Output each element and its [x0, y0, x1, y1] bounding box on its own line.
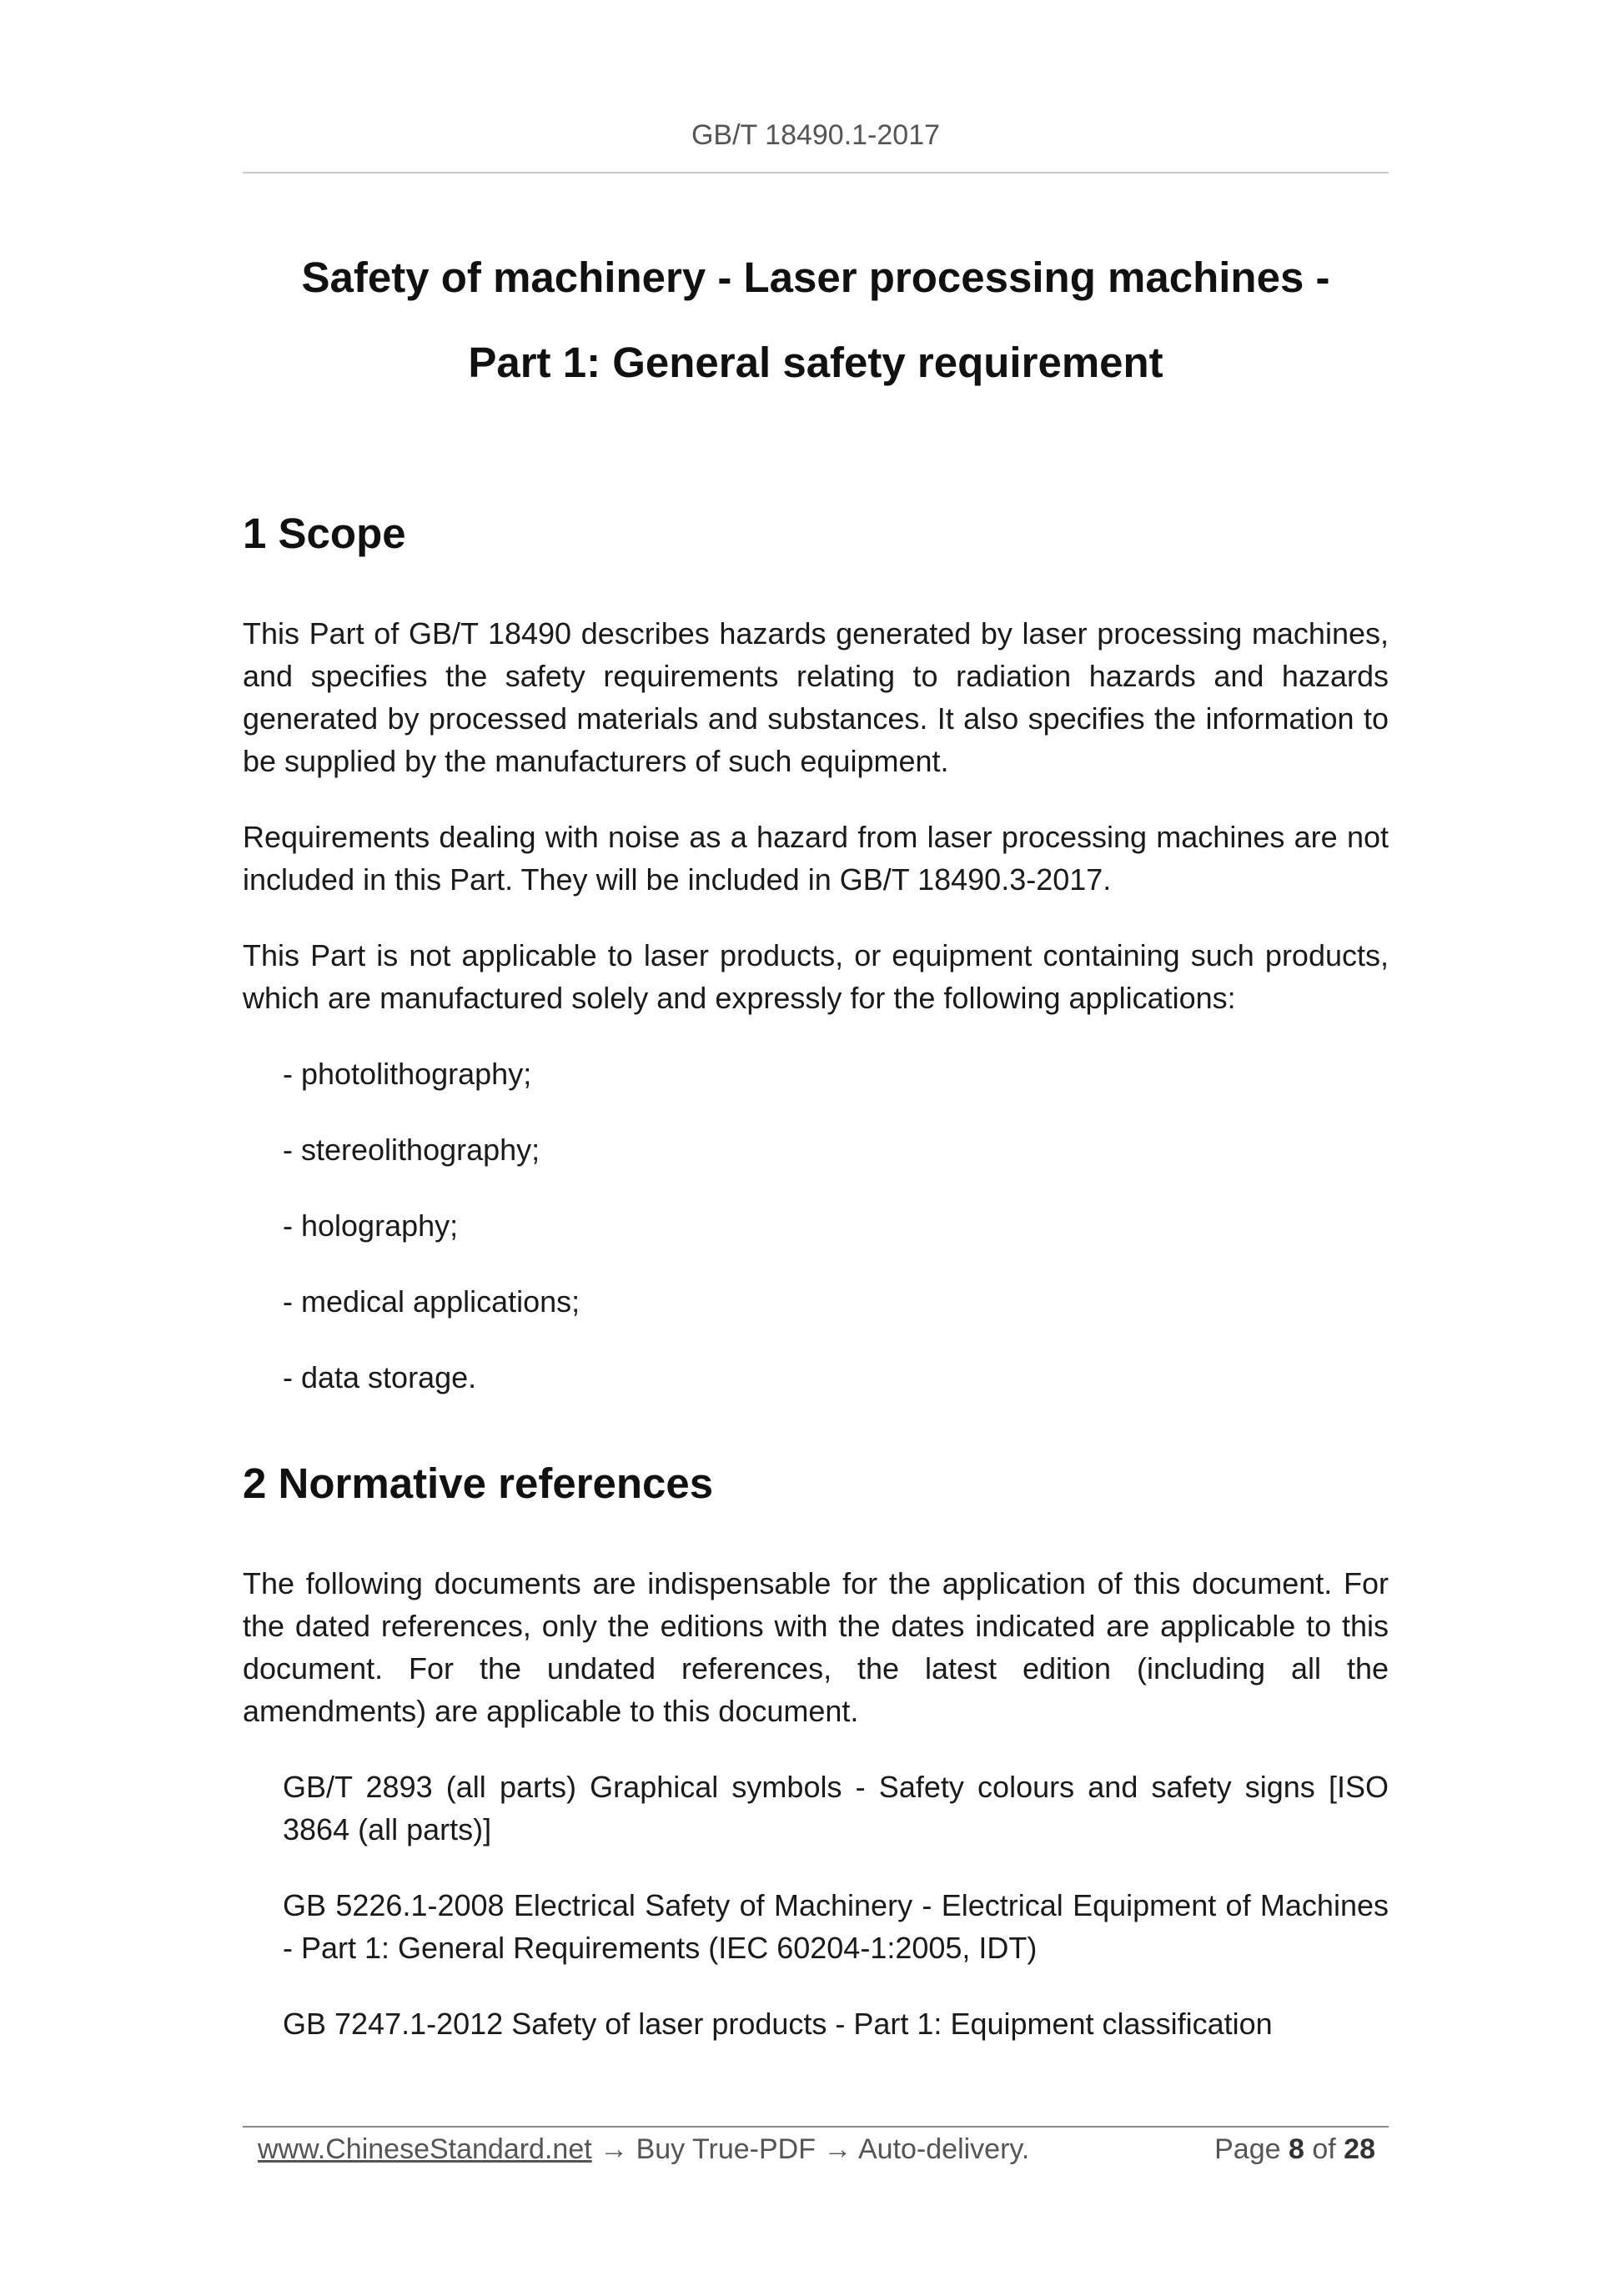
running-header-code: GB/T 18490.1-2017: [691, 119, 941, 151]
footer-promo-text: → Buy True-PDF → Auto-delivery.: [591, 2133, 1030, 2165]
scope-paragraph: Requirements dealing with noise as a hazard from laser processing machines are not included in this Part. They will be included in GB/T 18490.3-2017.: [243, 820, 1389, 897]
footer-divider: [243, 2126, 1389, 2128]
list-item: - data storage.: [283, 1360, 477, 1394]
of-label: of: [1312, 2133, 1336, 2165]
page-indicator: [1214, 2128, 1375, 2170]
reference-list: [243, 1766, 1389, 2045]
reference-entry: GB 7247.1-2012 Safety of laser products - Part 1: Equipment classification: [283, 2007, 1273, 2041]
list-item: - photolithography;: [283, 1057, 532, 1091]
reference-entry: GB/T 2893 (all parts) Graphical symbols - Safety colours and safety signs [ISO 3864 (all parts)]: [283, 1770, 1389, 1846]
page-content: [243, 0, 1389, 2045]
document-title-line-2: Part 1: General safety requirement: [468, 339, 1163, 386]
list-item: - holography;: [283, 1208, 459, 1243]
excluded-applications-list: [243, 1053, 1389, 1399]
reference-entry: GB 5226.1-2008 Electrical Safety of Machinery - Electrical Equipment of Machines - Part 1: General Requirements (IEC 60204-1:2005, IDT): [283, 1888, 1389, 1965]
scope-paragraph: This Part is not applicable to laser products, or equipment containing such products, which are manufactured solely and expressly for the following applications:: [243, 938, 1389, 1015]
section-heading-normative-references: 2 Normative references: [243, 1459, 714, 1507]
page-footer: [258, 2128, 1375, 2170]
document-title-line-1: Safety of machinery - Laser processing machines -: [301, 254, 1330, 301]
current-page-number: 8: [1288, 2133, 1304, 2165]
page-label: Page: [1214, 2133, 1281, 2165]
website-link[interactable]: www.ChineseStandard.net: [258, 2133, 592, 2165]
normative-references-intro: The following documents are indispensable for the application of this document. For the dated references, only the editions with the dates indicated are applicable to this document. For the undated references, the latest edition (including all the amendments) are applicable to this document.: [243, 1566, 1389, 1728]
footer-promo: [258, 2128, 1029, 2170]
scope-paragraph: This Part of GB/T 18490 describes hazards generated by laser processing machines, and specifies the safety requirements relating to radiation hazards and hazards generated by processed materials and substances. It also specifies the information to be supplied by the manufacturers of such equipment.: [243, 616, 1389, 778]
header-divider: [243, 172, 1389, 173]
list-item: - medical applications;: [283, 1284, 580, 1319]
list-item: - stereolithography;: [283, 1133, 540, 1167]
document-title: [243, 235, 1389, 405]
total-pages-number: 28: [1344, 2133, 1375, 2165]
section-heading-scope: 1 Scope: [243, 510, 406, 557]
